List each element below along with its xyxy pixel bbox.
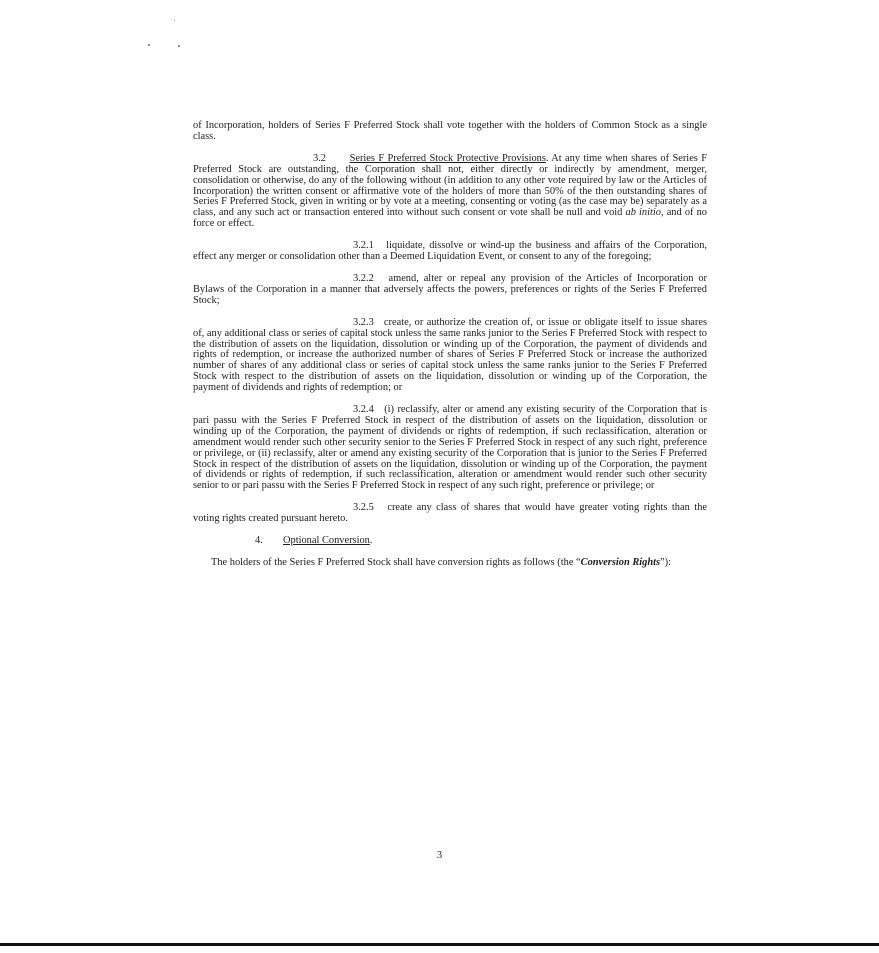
section-text: (i) reclassify, alter or amend any existing security of the Corporation that is pari passu with the Series F Preferred Stock in respect of the distribution of assets on the liquidation, dissolution or winding up of the Corporation, the payment of dividends or rights of redemption, if such reclassification, alteration or amendment would render such other security senior to the Series F Preferred Stock in respect of any such right, preference or privilege, or (ii) reclassify, alter or amend any existing security of the Corporation that is junior to the Series F Preferred Stock in respect of the distribution of assets on the liquidation, dissolution or winding up of the Corporation, the payment of dividends or rights of redemption, if such reclassification, alteration or amendment would render such other security senior to or pari passu with the Series F Preferred Stock in respect of any such right, preference or privilege; or <box>193 404 707 492</box>
section-text-end: , and of no force or effect. <box>193 207 707 230</box>
section-text: create, or authorize the creation of, or issue or obligate itself to issue shares of, any additional class or series of capital stock unless the same ranks junior to the Series F Preferred Stock with respect to the distribution of assets on the liquidation, dissolution or winding up of the Corporation, the payment of dividends and rights of redemption, or increase the authorized number of shares of Series F Preferred Stock or increase the authorized number of shares of any additional class or series of capital stock unless the same ranks junior to the Series F Preferred Stock with respect to the distribution of assets on the liquidation, dissolution or winding up of the Corporation, the payment of dividends and rights of redemption; or <box>193 316 707 394</box>
document-page <box>193 121 707 580</box>
latin-term: ab initio <box>625 207 661 219</box>
section-number: 3.2.4 <box>353 404 374 416</box>
section-number: 4. <box>255 535 263 547</box>
section-title: Series F Preferred Stock Protective Provisions <box>349 152 546 164</box>
scan-specks <box>140 14 200 54</box>
scan-speck <box>174 20 175 21</box>
scan-speck <box>178 45 180 47</box>
paragraph-text: The holders of the Series F Preferred Stock shall have conversion rights as follows (the “ <box>211 557 581 568</box>
paragraph-text: of Incorporation, holders of Series F Preferred Stock shall vote together with the holders of Common Stock as a single class. <box>193 120 707 142</box>
section-4-heading: 4. Optional Conversion. <box>255 535 373 547</box>
section-3-2-2 <box>193 274 707 307</box>
section-text: liquidate, dissolve or wind-up the business and affairs of the Corporation, effect any merger or consolidation other than a Deemed Liquidation Event, or consent to any of the foregoing; <box>193 240 707 263</box>
section-number: 3.2 <box>313 152 326 164</box>
section-text: . At any time when shares of Series F Preferred Stock are outstanding, the Corporation shall not, either directly or indirectly by amendment, merger, consolidation or otherwise, do any of the following without (in addition to any other vote required by law or the Articles of Incorporation) the written consent or affirmative vote of the holders of more than 50% of the then outstanding shares of Series F Preferred Stock, given in writing or by vote at a meeting, consenting or voting (as the case may be) separately as a class, and any such act or transaction entered into without such consent or vote shall be null and void <box>193 152 707 219</box>
section-number: 3.2.3 <box>353 316 374 328</box>
paragraph-text-end: ”): <box>660 557 672 568</box>
section-text: amend, alter or repeal any provision of the Articles of Incorporation or Bylaws of the Corporation in a manner that adversely affects the powers, preferences or rights of the Series F Preferred Stock; <box>193 272 707 306</box>
section-number: 3.2.2 <box>353 272 374 284</box>
section-3-2-4 <box>193 405 707 492</box>
page-number: 3 <box>436 850 443 861</box>
paragraph-voting-continued <box>193 121 707 143</box>
section-text: create any class of shares that would have greater voting rights than the voting rights created pursuant hereto. <box>193 502 707 525</box>
defined-term: Conversion Rights <box>580 557 661 568</box>
bottom-border <box>0 943 879 946</box>
conversion-rights-paragraph <box>193 558 707 569</box>
section-number: 3.2.5 <box>353 502 374 514</box>
section-title: Optional Conversion <box>283 535 370 547</box>
section-3-2 <box>193 154 707 230</box>
section-number: 3.2.1 <box>353 240 374 252</box>
section-3-2-1 <box>193 241 707 263</box>
section-3-2-5 <box>193 503 707 525</box>
scan-speck <box>148 44 150 46</box>
section-3-2-3 <box>193 318 707 394</box>
